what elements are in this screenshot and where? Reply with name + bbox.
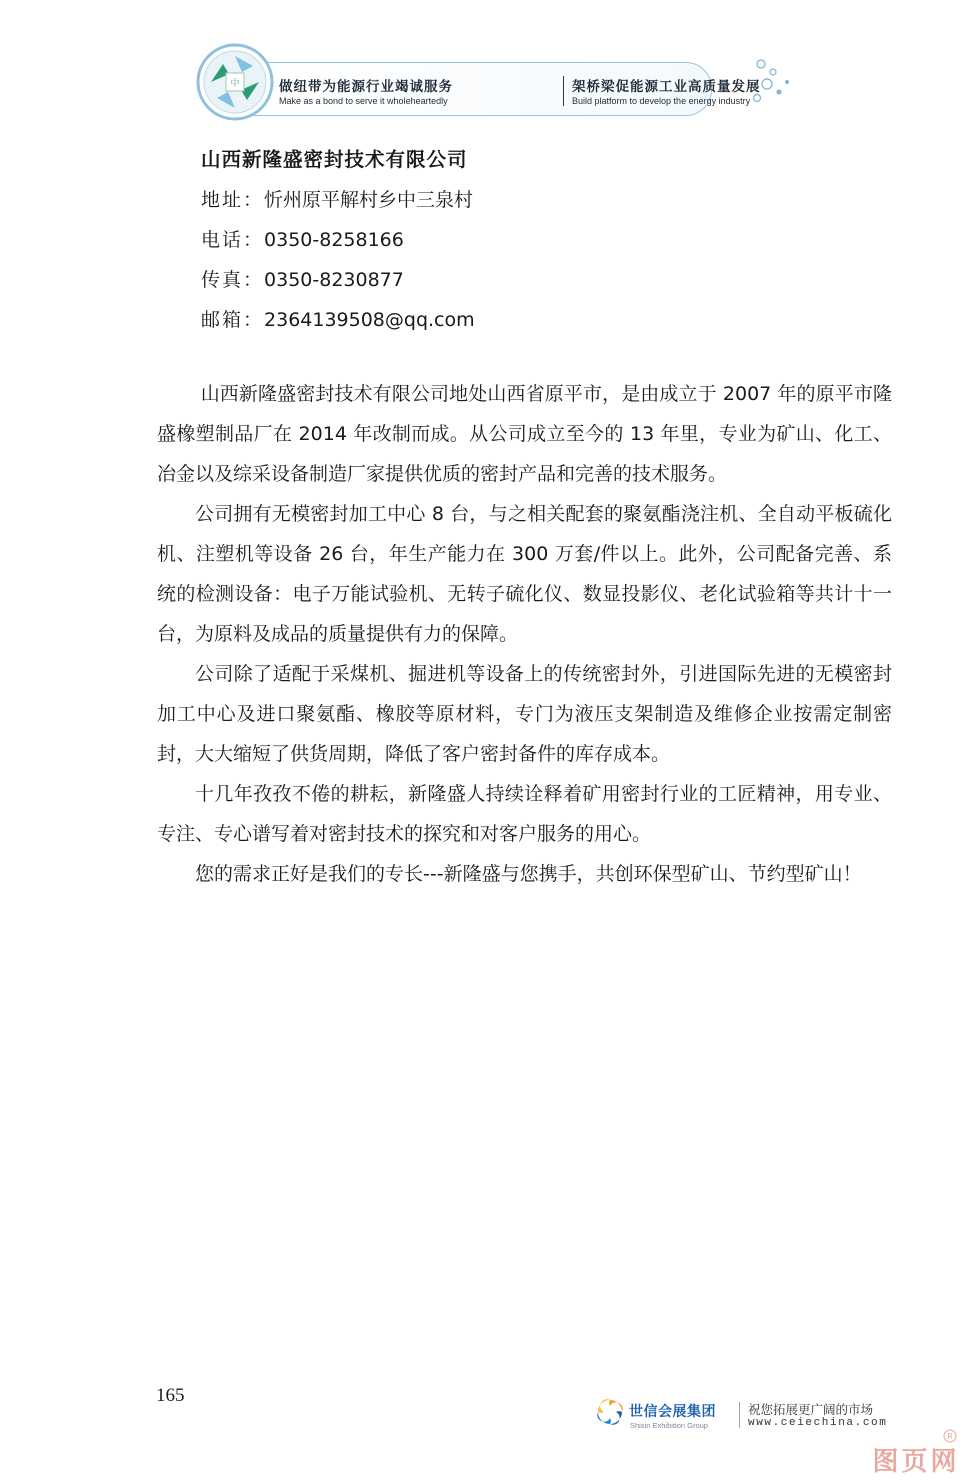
header-slogan-right-cn: 架桥梁促能源工业高质量发展 bbox=[572, 79, 761, 95]
company-name: 山西新隆盛密封技术有限公司 bbox=[201, 148, 468, 171]
paragraph: 山西新隆盛密封技术有限公司地处山西省原平市，是由成立于 2007 年的原平市隆盛橡塑制品厂在 2014 年改制而成。从公司成立至今的 13 年里，专业为矿山、化工、冶金以及综采设备制造厂家提供优质的密封产品和完善的技术服务。 bbox=[157, 383, 892, 485]
header-slogan-right-en: Build platform to develop the energy industry bbox=[572, 96, 751, 106]
svg-text:R: R bbox=[947, 1432, 953, 1441]
shixin-swirl-logo-icon bbox=[596, 1398, 624, 1426]
page-number: 165 bbox=[156, 1385, 185, 1406]
paragraph: 十几年孜孜不倦的耕耘，新隆盛人持续诠释着矿用密封行业的工匠精神，用专业、专注、专心谱写着对密封技术的探究和对客户服务的用心。 bbox=[157, 783, 892, 845]
brand-name-cn: 世信会展集团 bbox=[629, 1404, 716, 1420]
contact-block bbox=[201, 140, 475, 340]
address-value: 忻州原平解村乡中三泉村 bbox=[264, 189, 474, 211]
email-label: 邮箱： bbox=[201, 309, 265, 331]
energy-industry-logo-icon bbox=[195, 42, 277, 122]
paragraph: 公司除了适配于采煤机、掘进机等设备上的传统密封外，引进国际先进的无模密封加工中心及进口聚氨酯、橡胶等原材料，专门为液压支架制造及维修企业按需定制密封，大大缩短了供货周期，降低了客户密封备件的库存成本。 bbox=[157, 663, 892, 765]
footer-brand bbox=[596, 1398, 896, 1434]
company-description bbox=[157, 374, 892, 894]
footer-slogan: 祝您拓展更广阔的市场 bbox=[748, 1402, 874, 1417]
header-divider bbox=[563, 76, 564, 106]
watermark-text: 图页网 bbox=[872, 1447, 960, 1476]
paragraph: 公司拥有无模密封加工中心 8 台，与之相关配套的聚氨酯浇注机、全自动平板硫化机、注塑机等设备 26 台，年生产能力在 300 万套/件以上。此外，公司配备完善、系统的检测设备：电子万能试验机、无转子硫化仪、数显投影仪、老化试验箱等共计十一台，为原料及成品的质量提供有力的保障。 bbox=[157, 503, 892, 645]
watermark-logo-icon bbox=[856, 1428, 976, 1476]
header-slogan-bar bbox=[251, 62, 761, 116]
header-banner bbox=[195, 42, 795, 122]
phone-value: 0350-8258166 bbox=[264, 229, 404, 251]
svg-text:中: 中 bbox=[230, 79, 240, 89]
header-slogan-left-cn: 做纽带为能源行业竭诚服务 bbox=[279, 79, 453, 95]
header-slogan-left-en: Make as a bond to serve it wholeheartedly bbox=[279, 96, 448, 106]
email-row bbox=[201, 300, 475, 340]
fax-row bbox=[201, 260, 475, 300]
fax-value: 0350-8230877 bbox=[264, 269, 404, 291]
address-label: 地址： bbox=[201, 189, 265, 211]
footer-url: www.ceiechina.com bbox=[748, 1417, 888, 1429]
phone-row bbox=[201, 220, 475, 260]
paragraph: 您的需求正好是我们的专长---新隆盛与您携手，共创环保型矿山、节约型矿山！ bbox=[195, 863, 862, 885]
fax-label: 传真： bbox=[201, 269, 265, 291]
brand-name-en: Shixin Exhibition Group bbox=[630, 1421, 708, 1430]
email-value: 2364139508@qq.com bbox=[264, 309, 475, 331]
footer-divider bbox=[739, 1402, 740, 1428]
phone-label: 电话： bbox=[201, 229, 265, 251]
address-row bbox=[201, 180, 475, 220]
